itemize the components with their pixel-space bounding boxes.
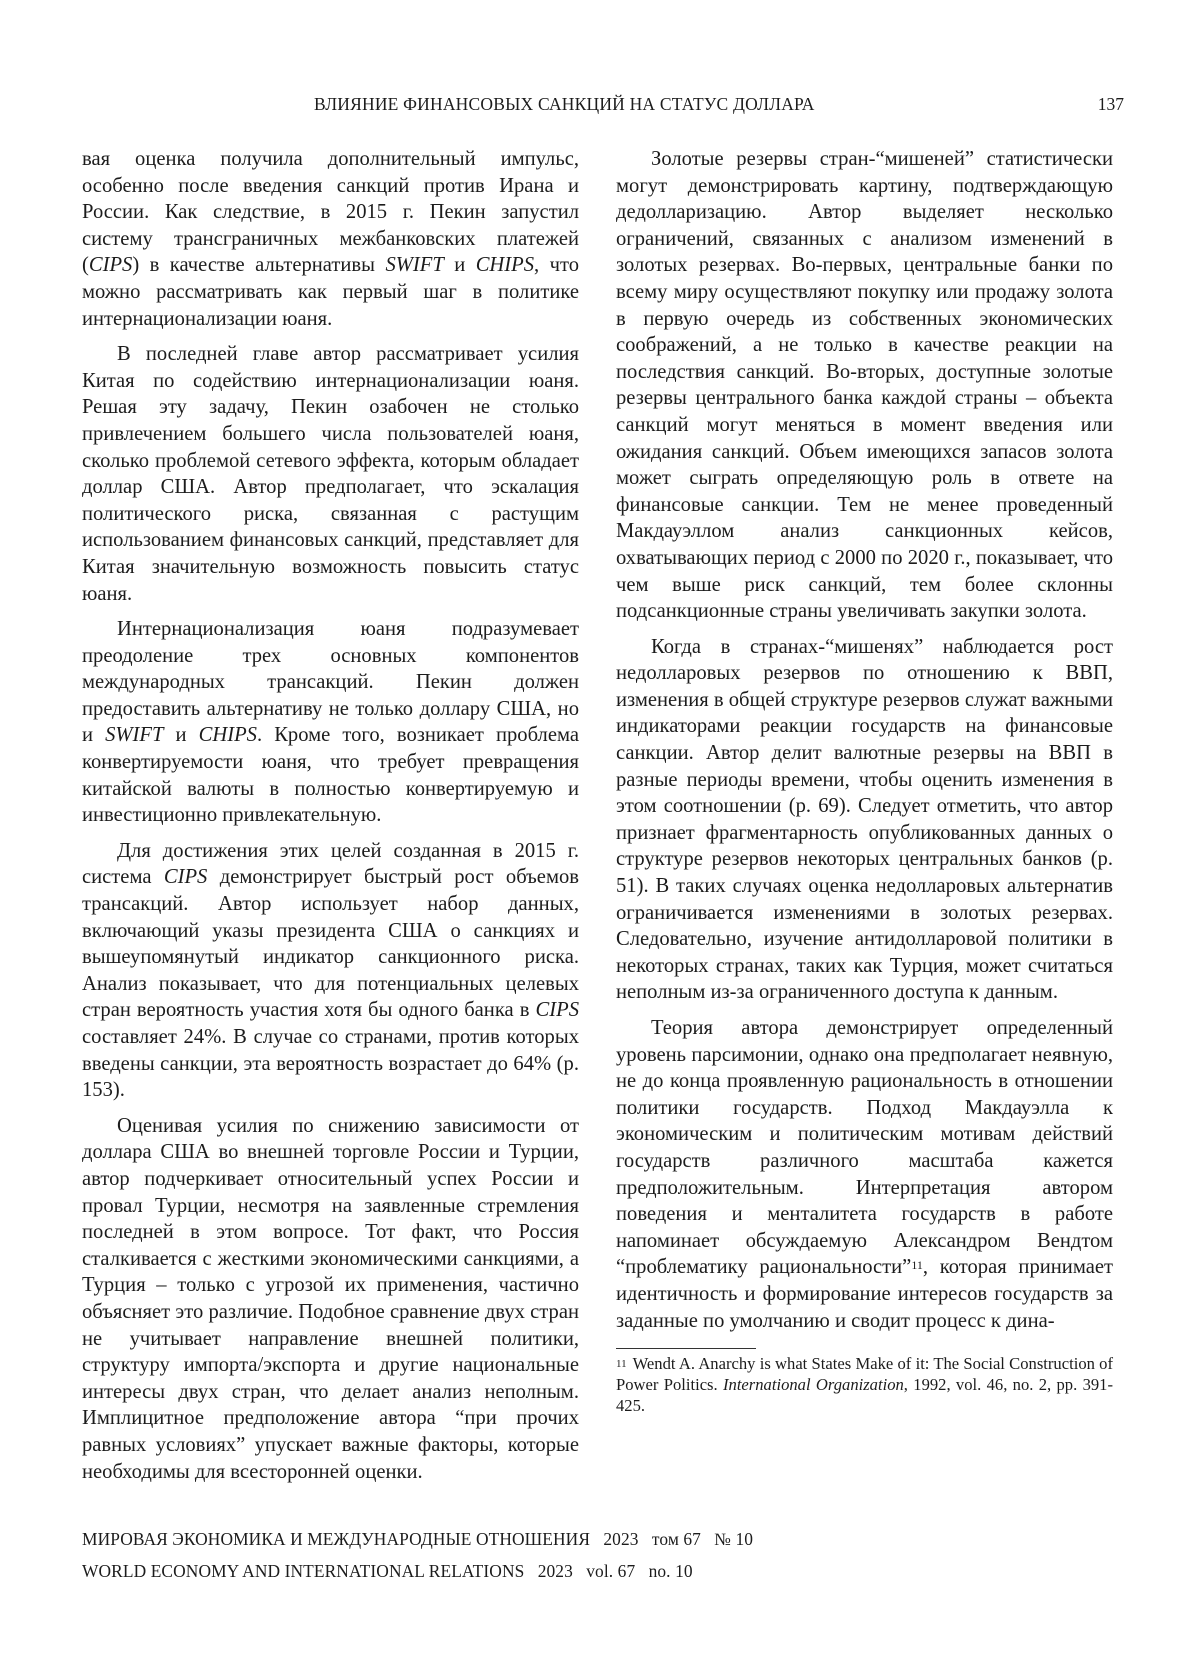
journal-footer-ru: МИРОВАЯ ЭКОНОМИКА И МЕЖДУНАРОДНЫЕ ОТНОШЕНИЯ 2023 том 67 № 10 bbox=[82, 1529, 754, 1549]
running-head bbox=[82, 94, 1124, 122]
paragraph: Золотые резервы стран-“мишеней” статистически могут демонстрировать картину, подтверждающую дедолларизацию. Автор выделяет несколько ограничений, связанных с анализом изменений в золотых резервах. Во-первых, центральные банки по всему миру осуществляют покупку или продажу золота в первую очередь из собственных экономических соображений, а не только в качестве реакции на последствия санкций. Во-вторых, доступные золотые резервы центрального банка каждой страны – объекта санкций могут меняться в момент введения или ожидания санкций. Объем имеющихся запасов золота может сыграть определяющую роль в ответе на финансовые санкции. Тем не менее проведенный Макдауэллом анализ санкционных кейсов, охватывающих период с 2000 по 2020 г., показывает, что чем выше риск санкций, тем более склонны подсанкционные страны увеличивать закупки золота. bbox=[616, 148, 1113, 623]
paragraph: В последней главе автор рассматривает усилия Китая по содействию интернационализации юаня. Решая эту задачу, Пекин озабочен не столько привлечением большего числа пользователей юаня, сколько проблемой сетевого эффекта, которым обладает доллар США. Автор предполагает, что эскалация политического риска, связанная с растущим использованием финансовых санкций, представляет для Китая значительную возможность повысить статус юаня. bbox=[82, 343, 579, 605]
running-title: ВЛИЯНИЕ ФИНАНСОВЫХ САНКЦИЙ НА СТАТУС ДОЛЛАРА bbox=[314, 94, 815, 114]
footnote: $^{11}$ Wendt A. Anarchy is what States Make of it: The Social Construction of Power Politics. International Organization, 1992, vol. 46, no. 2, pp. 391-425. bbox=[616, 1354, 1113, 1416]
paragraph: Когда в странах-“мишенях” наблюдается рост недолларовых резервов по отношению к ВВП, изменения в общей структуре резервов служат важными индикаторами реакции государств на финансовые санкции. Автор делит валютные резервы на ВВП в разные периоды времени, чтобы оценить изменения в этом соотношении (p. 69). Следует отметить, что автор признает фрагментарность опубликованных данных о структуре резервов некоторых центральных банков (p. 51). В таких случаях оценка недолларовых альтернатив ограничивается изменениями в золотых резервах. Следовательно, изучение антидолларовой политики в некоторых странах, таких как Турция, может считаться неполным из-за ограниченного доступа к данным. bbox=[616, 635, 1113, 1004]
paragraph: Интернационализация юаня подразумевает преодоление трех основных компонентов международных трансакций. Пекин должен предоставить альтернативу не только доллару США, но и SWIFT и CHIPS. Кроме того, возникает проблема конвертируемости юаня, что требует превращения китайской валюты в полностью конвертируемую и инвестиционно привлекательную. bbox=[82, 618, 579, 827]
footnote-ref[interactable]: 11 bbox=[911, 1258, 923, 1273]
page-number: 137 bbox=[1097, 94, 1124, 114]
footnote-number: 11 bbox=[616, 1358, 627, 1371]
paragraph-continuation: вая оценка получила дополнительный импульс, особенно после введения санкций против Ирана и России. Как следствие, в 2015 г. Пекин запустил систему трансграничных межбанковских платежей (CIPS) в качестве альтернативы SWIFT и CHIPS, что можно рассматривать как первый шаг в политике интернационализации юаня. bbox=[82, 148, 579, 330]
right-column bbox=[616, 146, 1113, 1416]
paragraph: Теория автора демонстрирует определенный уровень парсимонии, однако она предполагает неявную, не до конца проявленную рациональность в отношении политики государств. Подход Макдауэлла к экономическим и политическим мотивам действий государств различного масштаба кажется предположительным. Интерпретация автором поведения и менталитета государств в работе напоминает обсуждаемую Александром Вендтом “проблематику рациональности”$^{11}$, которая принимает идентичность и формирование интересов государств за заданные по умолчанию и сводит процесс к дина- bbox=[616, 1017, 1113, 1332]
paragraph: Для достижения этих целей созданная в 2015 г. система CIPS демонстрирует быстрый рост объемов трансакций. Автор использует набор данных, включающий указы президента США о санкциях и вышеупомянутый индикатор санкционного риска. Анализ показывает, что для потенциальных целевых стран вероятность участия хотя бы одного банка в CIPS составляет 24%. В случае со странами, против которых введены санкции, эта вероятность возрастает до 64% (p. 153). bbox=[82, 839, 579, 1102]
paragraph: Оценивая усилия по снижению зависимости от доллара США во внешней торговле России и Турции, автор подчеркивает относительный успех России и провал Турции, несмотря на заявленные стремления последней в этом вопросе. Тот факт, что Россия сталкивается с жесткими экономическими санкциями, а Турция – только с угрозой их применения, частично объясняет это различие. Подобное сравнение двух стран не учитывает направление внешней политики, структуру импорта/экспорта и другие национальные интересы двух стран, что делает анализ неполным. Имплицитное предположение автора “при прочих равных условиях” упускает важные факторы, которые необходимы для всесторонней оценки. bbox=[82, 1114, 579, 1483]
footnote-divider bbox=[616, 1348, 756, 1349]
journal-footer-en: WORLD ECONOMY AND INTERNATIONAL RELATIONS 2023 vol. 67 no. 10 bbox=[82, 1561, 693, 1581]
left-column bbox=[82, 146, 579, 1494]
